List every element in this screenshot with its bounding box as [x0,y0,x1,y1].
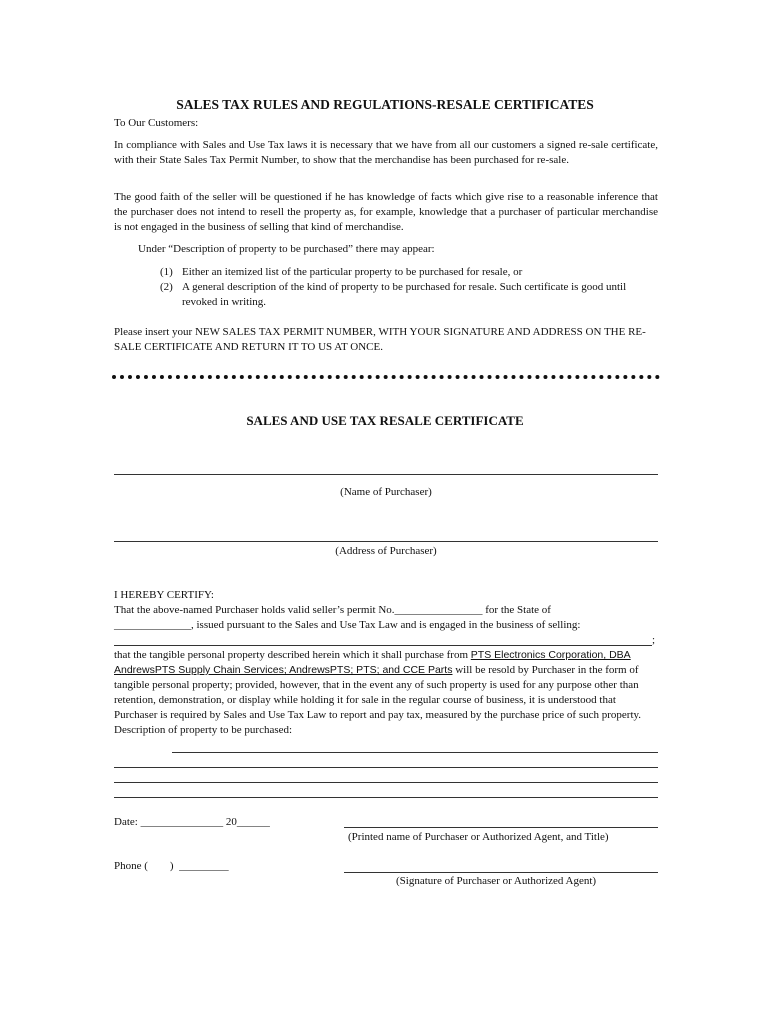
semicolon: ; [652,634,656,646]
return-instruction: Please insert your NEW SALES TAX PERMIT NUMBER, WITH YOUR SIGNATURE AND ADDRESS ON THE RE-SALE CERTIFICATE AND RETURN IT TO US AT ONCE. [114,326,646,353]
purchaser-address-line[interactable] [114,541,658,542]
list-item-number: (2) [160,281,173,293]
body-text-end: will be resold by Purchaser in the form of tangible personal property; provided, however, that in the event any of such property is used for any purpose other than retention, demonstration, or display while holding it for sale in the regular course of business, it is understood that Purchaser is required by Sales and Use Tax Law to report and pay tax, measured by the purchase price of such property. Description of property to be purchased: [114,664,642,736]
seller-company-names: PTS Electronics Corporation, DBA AndrewsPTS Supply Chain Services; AndrewsPTS; PTS; and CCE Parts [114,649,631,676]
certificate-title: SALES AND USE TAX RESALE CERTIFICATE [246,413,524,428]
certify-heading: I HEREBY CERTIFY: [114,589,214,601]
certificate-body [114,648,660,738]
signature-label: (Signature of Purchaser or Authorized Agent) [396,875,597,887]
purchaser-name-label: (Name of Purchaser) [340,486,432,498]
purchaser-name-line[interactable] [114,474,658,475]
under-description-note: Under “Description of property to be purchased” there may appear: [138,243,435,255]
description-options-list [160,265,642,310]
business-of-selling-line[interactable] [114,645,652,646]
list-item [160,265,642,280]
description-line[interactable] [172,752,658,753]
intro-paragraph-2: The good faith of the seller will be questioned if he has knowledge of facts which give rise to a reasonable inference that the purchaser does not intend to resell the property as, for example, knowledge that a purchaser of particular merchandise is not engaged in the business of selling that kind of merchandise. [114,191,658,233]
signature-line[interactable] [344,872,658,873]
printed-name-label: (Printed name of Purchaser or Authorized Agent, and Title) [348,831,609,843]
description-line[interactable] [114,767,658,768]
intro-paragraph-1: In compliance with Sales and Use Tax laws it is necessary that we have from all our customers a signed re-sale certificate, with their State Sales Tax Permit Number, to show that the merchandise has been purchased for re-sale. [114,139,658,166]
printed-name-line[interactable] [344,827,658,828]
permit-number-line[interactable]: That the above-named Purchaser holds valid seller’s permit No.________________ for the State of [114,604,551,616]
page-title: SALES TAX RULES AND REGULATIONS-RESALE CERTIFICATES [176,97,594,112]
state-business-line[interactable]: ______________, issued pursuant to the Sales and Use Tax Law and is engaged in the business of selling: [114,619,581,631]
salutation: To Our Customers: [114,117,199,129]
list-item-number: (1) [160,266,173,278]
list-item-text: A general description of the kind of property to be purchased for resale. Such certificate is good until revoked in writing. [182,281,627,308]
dotted-separator [112,375,660,379]
description-line[interactable] [114,782,658,783]
description-line[interactable] [114,797,658,798]
list-item [160,280,642,310]
list-item-text: Either an itemized list of the particular property to be purchased for resale, or [182,266,523,278]
body-text-start: that the tangible personal property described herein which it shall purchase from [114,649,471,661]
purchaser-address-label: (Address of Purchaser) [335,545,437,557]
date-field[interactable]: Date: _______________ 20______ [114,816,270,828]
phone-field[interactable]: Phone ( ) _________ [114,860,229,872]
